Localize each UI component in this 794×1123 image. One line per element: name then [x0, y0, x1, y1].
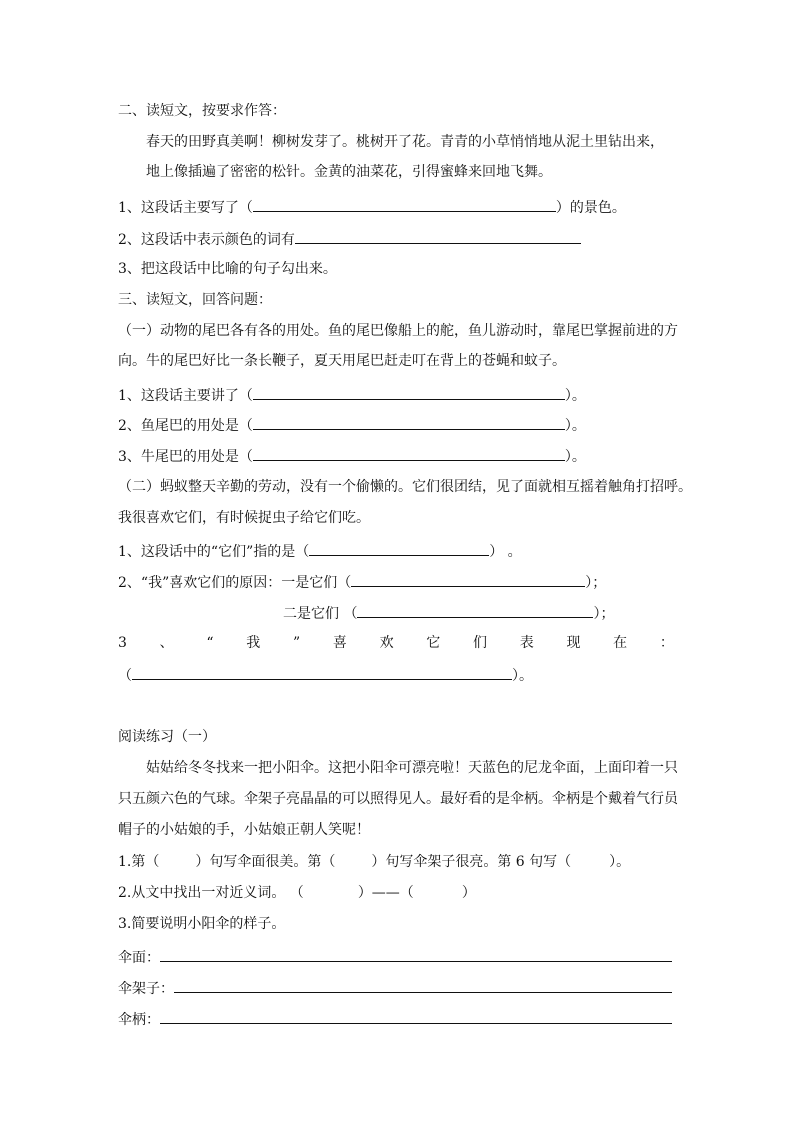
section3-q5b-prefix: 二是它们 （ [283, 606, 358, 622]
q6-char: 3 [118, 635, 127, 651]
reading1-passage-line2: 只五颜六色的气球。伞架子亮晶晶的可以照得见人。最好看的是伞柄。伞柄是个戴着气行员 [118, 791, 678, 807]
q6-char: 表 [519, 635, 534, 651]
section3-q4 [118, 541, 522, 561]
answer-line[interactable] [160, 947, 672, 962]
section2-passage-line2: 地上像插遍了密密的松针。金黄的油菜花，引得蜜蜂来回地飞舞。 [146, 164, 552, 180]
reading1-face-row [118, 947, 672, 967]
section3-heading: 三、读短文，回答问题： [118, 292, 272, 308]
reading1-passage-line3: 帽子的小姑娘的手，小姑娘正朝人笑呢！ [118, 822, 370, 838]
reading1-q1-part: ）。 [609, 854, 631, 870]
section3-q3 [118, 446, 586, 466]
reading1-handle-row [118, 1009, 672, 1029]
section3-q4-prefix: 1、这段话中的“它们”指的是（ [118, 544, 310, 560]
q6-char: 它 [426, 635, 441, 651]
section2-q3: 3、把这段话中比喻的句子勾出来。 [118, 261, 337, 277]
section2-q1-prefix: 1、这段话主要写了（ [118, 200, 253, 216]
q6-char: 欢 [379, 635, 394, 651]
answer-blank[interactable] [357, 603, 593, 618]
q6-char: 在 [613, 635, 628, 651]
section3-passage1-line2: 向。牛的尾巴好比一条长鞭子，夏天用尾巴赶走叮在背上的苍蝇和蚊子。 [118, 353, 566, 369]
q6-char: ” [292, 635, 301, 651]
section3-q5b [283, 603, 614, 623]
section3-q5b-suffix: ）； [593, 606, 615, 622]
q6-char: 喜 [332, 635, 347, 651]
answer-blank[interactable] [253, 446, 565, 461]
reading1-q1-part: 1.第（ [118, 854, 160, 870]
section3-passage2-line2: 我很喜欢它们，有时候捉虫子给它们吃。 [118, 510, 370, 526]
reading1-title: 阅读练习（一） [118, 729, 216, 745]
answer-blank[interactable] [309, 541, 489, 556]
reading1-label-frame: 伞架子： [118, 981, 174, 997]
section3-q5-prefix: 2、“我”喜欢它们的原因：一是它们（ [118, 575, 352, 591]
section3-q1-prefix: 1、这段话主要讲了（ [118, 388, 253, 404]
reading1-q2-part: ）——（ [357, 885, 414, 901]
section3-q6b-suffix: ）。 [512, 668, 533, 684]
reading1-label-handle: 伞柄： [118, 1012, 160, 1028]
answer-blank[interactable] [132, 665, 512, 680]
section3-q6b-prefix: （ [118, 668, 132, 684]
section3-q6 [118, 634, 674, 652]
reading1-frame-row [118, 978, 672, 998]
reading1-passage-line1: 姑姑给冬冬找来一把小阳伞。这把小阳伞可漂亮啦！天蓝色的尼龙伞面，上面印着一只 [146, 760, 678, 776]
reading1-q2-part: 2.从文中找出一对近义词。 （ [118, 885, 304, 901]
section3-q6b [118, 665, 533, 685]
reading1-q1 [118, 853, 630, 871]
section3-passage2-line1: （二）蚂蚁整天辛勤的劳动，没有一个偷懒的。它们很团结，见了面就相互摇着触角打招呼。 [118, 479, 692, 495]
answer-blank[interactable] [253, 385, 565, 400]
q6-char: 我 [246, 635, 261, 651]
section3-q2 [118, 415, 586, 435]
q6-char: “ [206, 635, 214, 651]
q6-char: 、 [159, 635, 174, 651]
answer-line[interactable] [174, 978, 672, 993]
answer-blank[interactable] [295, 229, 581, 244]
section2-q2-text: 2、这段话中表示颜色的词有 [118, 232, 295, 248]
section3-q1-suffix: ）。 [564, 388, 586, 404]
reading1-label-face: 伞面： [118, 950, 160, 966]
reading1-q2-part: ） [461, 885, 476, 901]
section2-q1 [118, 197, 626, 217]
reading1-q2 [118, 884, 476, 902]
section3-q4-suffix: ） 。 [489, 544, 522, 560]
section3-q5-suffix: ）； [585, 575, 607, 591]
section2-passage-line1: 春天的田野真美啊！柳树发芽了。桃树开了花。青青的小草悄悄地从泥土里钻出来， [146, 134, 664, 150]
section3-q2-suffix: ）。 [564, 418, 586, 434]
q6-char: 们 [473, 635, 488, 651]
answer-line[interactable] [160, 1009, 672, 1024]
answer-blank[interactable] [253, 415, 565, 430]
reading1-q3: 3.简要说明小阳伞的样子。 [118, 916, 286, 932]
section3-passage1-line1: （一）动物的尾巴各有各的用处。鱼的尾巴像船上的舵，鱼儿游动时，靠尾巴掌握前进的方 [118, 323, 678, 339]
reading1-q1-part: ）句写伞面很美。第（ [195, 854, 336, 870]
section3-q2-prefix: 2、鱼尾巴的用处是（ [118, 418, 253, 434]
answer-blank[interactable] [351, 572, 585, 587]
reading1-q1-part: ）句写伞架子很亮。第 6 句写（ [371, 854, 572, 870]
q6-char: 现 [566, 635, 581, 651]
answer-blank[interactable] [253, 197, 556, 212]
section3-q3-suffix: ）。 [564, 449, 586, 465]
section3-q1 [118, 385, 586, 405]
section3-q3-prefix: 3、牛尾巴的用处是（ [118, 449, 253, 465]
section2-q2 [118, 229, 581, 249]
section2-heading: 二、读短文，按要求作答： [118, 103, 286, 119]
q6-char: ： [659, 635, 674, 651]
section3-q5 [118, 572, 606, 592]
section2-q1-suffix: ）的景色。 [555, 200, 626, 216]
